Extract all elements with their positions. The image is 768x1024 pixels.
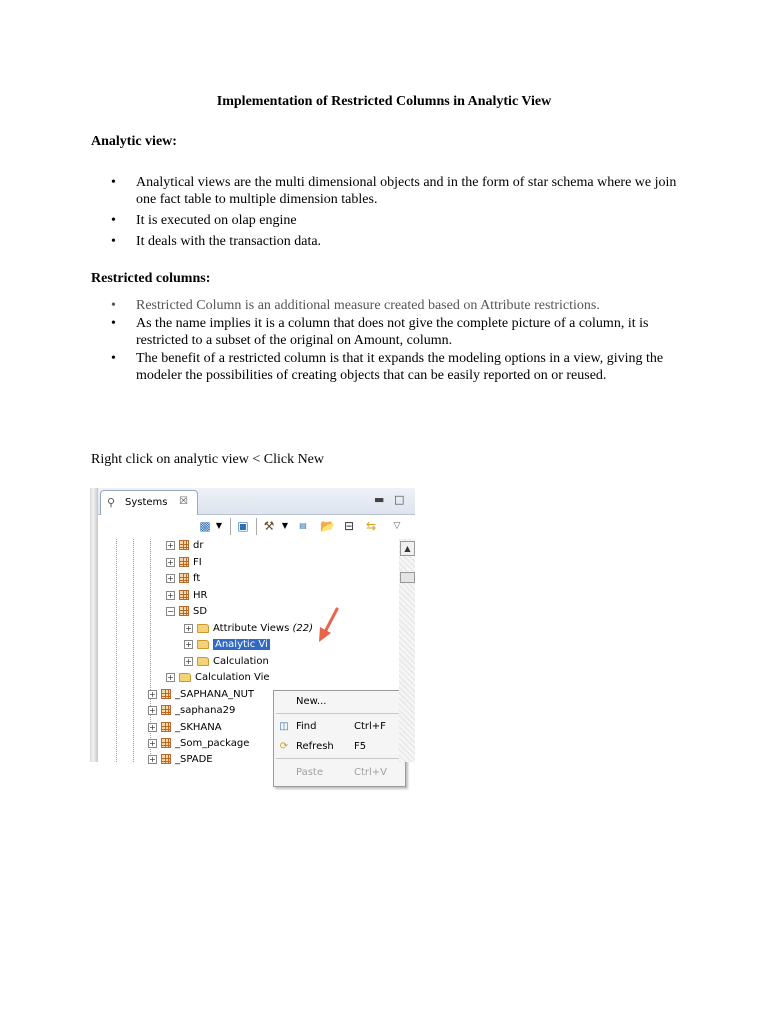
instruction-text: Right click on analytic view < Click New xyxy=(91,452,325,467)
menu-item-paste[interactable] xyxy=(274,764,405,782)
tree-node-label: Attribute Views xyxy=(213,623,290,634)
tree-node-label-selected: Analytic Vi xyxy=(215,639,268,650)
tree-node-label: FI xyxy=(193,557,202,568)
menu-item-shortcut: F5 xyxy=(354,741,367,752)
bullet-item: • Analytical views are the multi dimensional objects and in the form of star schema where we join one fact table to multiple dimension tables. xyxy=(111,174,691,208)
minimize-icon[interactable]: ▬ xyxy=(374,493,385,506)
section-heading-restricted-columns: Restricted columns: xyxy=(91,271,211,286)
systems-tree xyxy=(98,539,400,778)
close-tab-icon[interactable]: ☒ xyxy=(179,496,188,507)
bullet-item: • As the name implies it is a column that does not give the complete picture of a column, it is restricted to a subset of the original on Amount, column. xyxy=(111,315,691,349)
find-icon: ◫ xyxy=(279,721,289,732)
document-title: Implementation of Restricted Columns in Analytic View xyxy=(216,94,552,109)
dropdown-arrow-icon[interactable]: ▼ xyxy=(281,521,289,530)
restricted-columns-bullets xyxy=(111,297,691,385)
window-left-border xyxy=(90,488,98,762)
menu-item-label: New... xyxy=(296,696,327,707)
tree-node-label: Calculation xyxy=(213,656,269,667)
tree-node-label: _Som_package xyxy=(175,738,250,749)
expand-icon[interactable]: + xyxy=(167,573,174,583)
link-with-editor-icon[interactable]: ⇆ xyxy=(365,519,377,533)
tree-node-label: _SPADE xyxy=(175,754,213,765)
expand-icon[interactable]: + xyxy=(167,672,174,682)
bullet-item: • Restricted Column is an additional measure created based on Attribute restrictions. xyxy=(111,297,691,314)
expand-icon[interactable]: + xyxy=(167,590,174,600)
scroll-up-icon[interactable]: ▲ xyxy=(400,541,415,556)
expand-icon[interactable]: + xyxy=(185,656,192,666)
bullet-item: • It deals with the transaction data. xyxy=(111,233,691,250)
dropdown-arrow-icon[interactable]: ▼ xyxy=(215,521,223,530)
menu-item-label: Find xyxy=(296,721,317,732)
tab-systems[interactable] xyxy=(100,490,198,515)
tree-node-label: _SAPHANA_NUT xyxy=(175,689,254,700)
tree-node-label: SD xyxy=(193,606,208,617)
bullet-item: • It is executed on olap engine xyxy=(111,212,691,229)
view-tab-row xyxy=(98,488,415,515)
section-heading-analytic-view: Analytic view: xyxy=(91,134,177,149)
expand-icon[interactable]: + xyxy=(149,738,156,748)
tree-node-label: Calculation Vie xyxy=(195,672,270,683)
view-toolbar xyxy=(98,515,415,539)
tree-node-label: dr xyxy=(193,540,204,551)
menu-item-label: Refresh xyxy=(296,741,334,752)
scroll-thumb[interactable] xyxy=(400,572,415,583)
tree-node-label: HR xyxy=(193,590,208,601)
tree-node-label: _saphana29 xyxy=(175,705,236,716)
open-folder-icon[interactable]: 📂 xyxy=(320,519,335,533)
tree-node-label: ft xyxy=(193,573,201,584)
expand-icon[interactable]: + xyxy=(149,722,156,732)
expand-icon[interactable]: + xyxy=(185,639,192,649)
monitor-icon[interactable]: ▣ xyxy=(237,519,249,533)
tree-node-label: _SKHANA xyxy=(175,722,222,733)
analytic-view-bullets xyxy=(111,174,691,254)
menu-item-shortcut: Ctrl+V xyxy=(354,767,388,778)
systems-icon: ⚲ xyxy=(107,496,116,509)
tree-node-count: (22) xyxy=(292,623,313,634)
bullet-item: • The benefit of a restricted column is that it expands the modeling options in a view, giving the modeler the possibilities of creating objects that can be easily reported on or reused. xyxy=(111,350,691,384)
expand-icon[interactable]: + xyxy=(149,754,156,764)
tab-systems-label: Systems xyxy=(125,497,168,508)
expand-icon[interactable]: + xyxy=(167,557,174,567)
maximize-icon[interactable]: □ xyxy=(394,493,405,506)
expand-icon[interactable]: + xyxy=(185,623,192,633)
menu-item-label: Paste xyxy=(296,767,323,778)
sql-icon[interactable]: ▤ xyxy=(299,521,307,530)
vertical-scrollbar[interactable] xyxy=(399,539,415,762)
expand-icon[interactable]: + xyxy=(167,540,174,550)
pointer-arrow-annotation xyxy=(98,539,400,762)
tools-icon[interactable]: ⚒ xyxy=(263,519,275,533)
expand-icon[interactable]: + xyxy=(149,689,156,699)
view-menu-icon[interactable]: ▽ xyxy=(393,521,401,531)
add-system-icon[interactable]: ▩ xyxy=(199,519,211,533)
menu-item-shortcut: Ctrl+F xyxy=(354,721,386,732)
collapse-all-icon[interactable]: ⊟ xyxy=(343,519,355,533)
collapse-icon[interactable]: − xyxy=(167,606,174,616)
refresh-icon: ⟳ xyxy=(279,741,289,752)
systems-view-screenshot xyxy=(90,488,415,778)
toolbar-separator xyxy=(256,518,257,535)
expand-icon[interactable]: + xyxy=(149,705,156,715)
toolbar-separator xyxy=(230,518,231,535)
arrow-shaft xyxy=(325,609,337,632)
